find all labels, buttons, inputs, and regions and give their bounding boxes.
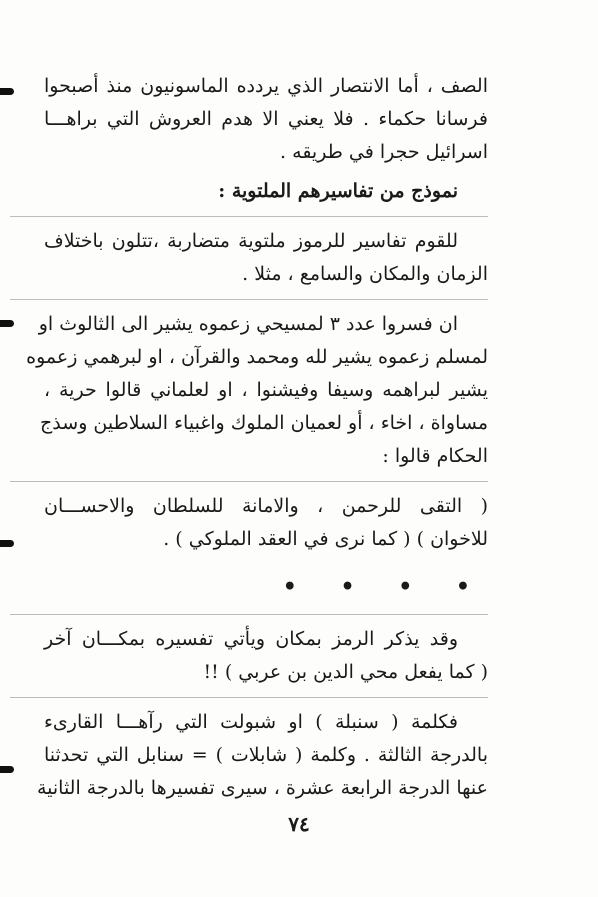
divider [10, 614, 488, 615]
text-line: اسرائيل حجرا في طريقه . [280, 141, 488, 163]
quote-paragraph [44, 490, 488, 556]
divider [10, 697, 488, 698]
margin-mark [0, 766, 14, 773]
margin-mark [0, 88, 14, 95]
paragraph [44, 225, 488, 291]
text-line: للقوم تفاسير للرموز ملتوية متضاربة ،تتلون باختلاف [44, 230, 458, 252]
text-line: عنها الدرجة الرابعة عشرة ، سيرى تفسيرها بالدرجة الثانية [36, 777, 488, 799]
text-line: وقد يذكر الرمز بمكان ويأتي تفسيره بمكـــان آخر [44, 628, 458, 650]
paragraph [26, 308, 488, 473]
margin-mark [0, 320, 14, 327]
page-number: ٧٤ [288, 812, 310, 836]
text-line: ان فسروا عدد ٣ لمسيحي زعموه يشير الى الثالوث او [38, 313, 458, 335]
text-line: فكلمة ( سنبلة ) او شبولت التي رآهـــا القارىء [44, 711, 458, 733]
text-line: مساواة ، اخاء ، أو لعميان الملوك واغبياء السلاطين وسذج [40, 412, 488, 434]
text-line: ( كما يفعل محي الدين بن عربي ) !! [203, 661, 488, 683]
text-line: الصف ، أما الانتصار الذي يردده الماسونيون منذ أصبحوا [44, 75, 488, 97]
section-heading: نموذج من تفاسيرهم الملتوية : [218, 180, 458, 202]
text-line: ( التقى للرحمن ، والامانة للسلطان والاحســـان [44, 495, 488, 517]
paragraph [36, 706, 488, 805]
text-line: بالدرجة الثالثة . وكلمة ( شابلات ) = سنابل التي تحدثنا [44, 744, 488, 766]
text-line: الحكام قالوا : [382, 445, 488, 467]
margin-mark [0, 540, 14, 547]
text-line: لمسلم زعموه يشير لله ومحمد والقرآن ، او لبرهمي زعموه [26, 346, 488, 368]
divider [10, 481, 488, 482]
section-separator: • • • • [282, 574, 488, 600]
page-body [26, 70, 488, 805]
divider [10, 299, 488, 300]
paragraph [44, 623, 488, 689]
text-line: فرسانا حكماء . فلا يعني الا هدم العروش التي براهـــا [44, 108, 488, 130]
text-line: الزمان والمكان والسامع ، مثلا . [242, 263, 488, 285]
paragraph [44, 70, 488, 169]
text-line: للاخوان ) ( كما نرى في العقد الملوكي ) . [163, 528, 488, 550]
text-line: يشير لبراهمه وسيفا وفيشنوا ، او لعلماني قالوا حرية ، [44, 379, 488, 401]
divider [10, 216, 488, 217]
